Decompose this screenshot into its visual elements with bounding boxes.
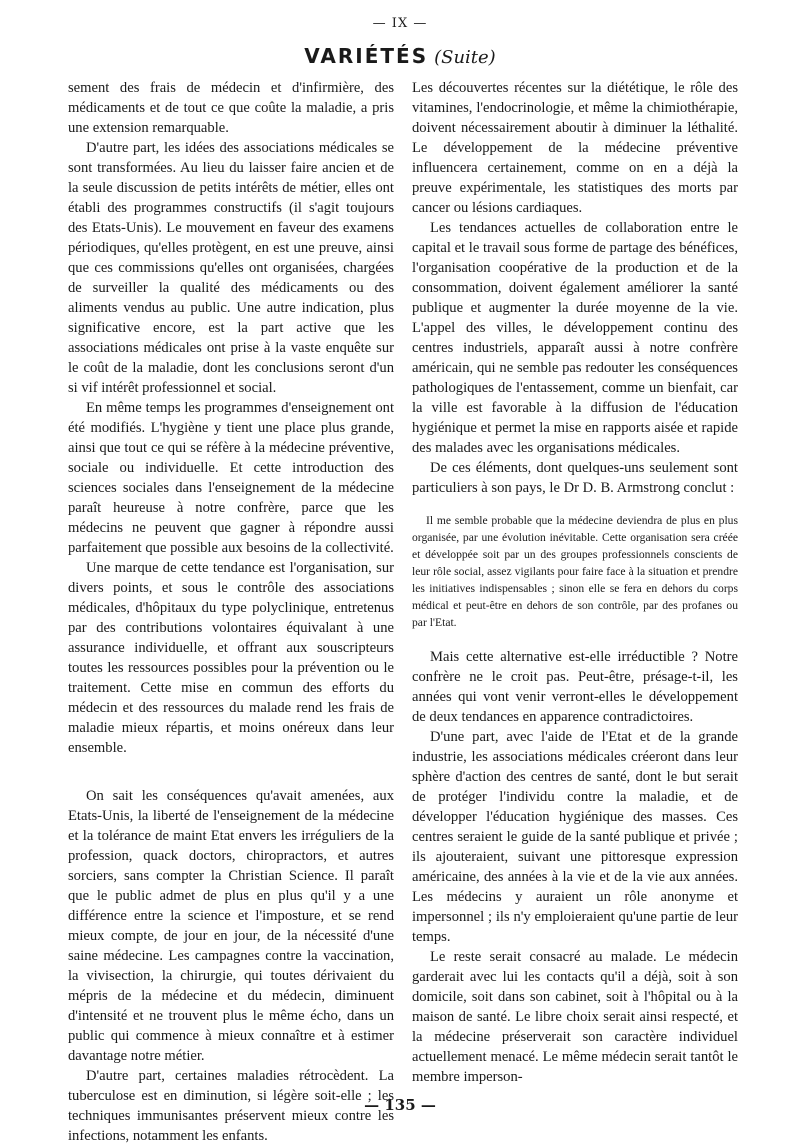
paragraph: Le reste serait consacré au malade. Le médecin garderait avec lui les contacts qu'il a déjà, soit à son domicile, soit dans son cabinet, soit à l'hôpital ou à la maison de santé. Le libre choix serait ainsi respecté, et la médecine préserverait son caractère individuel actuellement menacé. Le même médecin serait tantôt le membre imperson- bbox=[412, 949, 738, 1085]
paragraph: Mais cette alternative est-elle irréductible ? Notre confrère ne le croit pas. Peut-être, présage-t-il, les années qui vont venir verront-elles le développement de deux tendances en apparence contradictoires. bbox=[412, 649, 738, 725]
quote-text: Il me semble probable que la médecine deviendra de plus en plus organisée, par une évolution inévitable. Cette organisation sera créée et développée soit par un des groupes professionnels conscients de leur rôle social, assez vigilants pour faire face à la situation et prendre les initiatives indispensables ; sinon elle se fera en dehors du corps médical et peut-être en dehors de son contrôle, par des profanes ou par l'Etat. bbox=[412, 514, 738, 629]
section-title: VARIÉTÉS bbox=[304, 44, 429, 68]
page-number: — 135 — bbox=[364, 1096, 436, 1114]
paragraph: D'une part, avec l'aide de l'Etat et de la grande industrie, les associations médicales créeront dans leur sphère d'action des centres de santé, dont le but serait de protéger l'individu contre la maladie, et de développer l'éducation hygiénique des masses. Ces centres seraient le guide de la santé publique et privée ; ils ajouteraient, suivant une pittoresque expression américaine, des années à la vie et de la vie aux années. Les médecins y auraient un rôle anonyme et impersonnel ; ils n'y emploieraient qu'une partie de leur temps. bbox=[412, 729, 738, 945]
section-subtitle: (Suite) bbox=[434, 47, 496, 68]
paragraph: Les découvertes récentes sur la diététique, le rôle des vitamines, l'endocrinologie, et même la chimiothérapie, doivent nécessairement aboutir à diminuer la léthalité. Le développement de la médecine préventive influencera certainement, comme on en a déjà la preuve expérimentale, les statistiques des morts par cancer ou lésions cardiaques. bbox=[412, 80, 738, 216]
roman-page-number: — IX — bbox=[372, 16, 428, 31]
paragraph: sement des frais de médecin et d'infirmière, des médicaments et de tout ce que coûte la maladie, a pris une extension remarquable. bbox=[68, 80, 394, 136]
paragraph: De ces éléments, dont quelques-uns seulement sont particuliers à son pays, le Dr D. B. Armstrong conclut : bbox=[412, 460, 738, 496]
paragraph: D'autre part, certaines maladies rétrocèdent. La tuberculose est en diminution, si légère soit-elle ; les techniques immunisantes préservent mieux contre les infections, notamment les enfants. bbox=[68, 1068, 394, 1144]
block-quote bbox=[412, 512, 738, 631]
section-header bbox=[0, 44, 800, 70]
left-column bbox=[68, 78, 394, 1146]
paragraph: En même temps les programmes d'enseignement ont été modifiés. L'hygiène y tient une place plus grande, ainsi que tout ce qui se réfère à la médecine préventive, sociale ou individuelle. Et cette introduction des sciences sociales dans l'enseignement de la médecine paraît heureuse à notre confrère, parce que les médecins ne peuvent que gagner à répondre aussi parfaitement que possible aux besoins de la collectivité. bbox=[68, 400, 394, 556]
paragraph: Une marque de cette tendance est l'organisation, sur divers points, et sous le contrôle des associations médicales, d'hôpitaux du type polyclinique, entretenus par des contributions volontaires équivalant à une assurance individuelle, et offrant aux souscripteurs toutes les ressources possibles pour la prévention ou le traitement. Cette mise en commun des efforts du médecin et des ressources du malade rend les frais de maladie mieux répartis, et moins onéreux dans leur ensemble. bbox=[68, 560, 394, 756]
paragraph: Les tendances actuelles de collaboration entre le capital et le travail sous forme de partage des bénéfices, l'organisation coopérative de la production et de la consommation, doivent également améliorer la santé publique et augmenter la durée moyenne de la vie. L'appel des villes, le développement continu des centres industriels, apparaît aussi à notre confrère américain, qui ne semble pas redouter les conséquences pathologiques de l'entassement, comme un bienfait, car la ville est favorable à la diffusion de l'éducation hygiénique et permet la mise en rapports aisée et rapide des malades avec les organisations médicales. bbox=[412, 220, 738, 456]
right-column bbox=[412, 78, 738, 1087]
paragraph: D'autre part, les idées des associations médicales se sont transformées. Au lieu du laisser faire ancien et de la seule discussion de petits intérêts de métier, elles ont établi des programmes constructifs (il s'agit toujours des Etats-Unis). Le mouvement en faveur des examens périodiques, qu'elles protègent, en est une preuve, ainsi que ces commissions qu'elles ont organisées, chargées de surveiller la qualité des médicaments ou des aliments vendus au public. Une autre indication, plus significative encore, est la part active que les associations médicales ont prise à la vaste enquête sur le coût de la maladie, dont les conclusions seront d'un si vif intérêt professionnel et social. bbox=[68, 140, 394, 396]
paragraph: On sait les conséquences qu'avait amenées, aux Etats-Unis, la liberté de l'enseignement de la médecine et la tolérance de maint Etat envers les irréguliers de la profession, quack doctors, chiropractors, et autres sorciers, sans compter la Christian Science. Il paraît que le public admet de plus en plus qu'il y a une différence entre la science et l'imposture, et se rend mieux compte, de jour en jour, de la nécessité d'une saine médecine. Les campagnes contre la vaccination, la vivisection, la chirurgie, qui toutes dérivaient du mépris de la médecine et du médecin, diminuent d'intensité et ne trouvent plus le même écho, dans un public qui commence à mieux connaître et à estimer davantage notre métier. bbox=[68, 788, 394, 1064]
